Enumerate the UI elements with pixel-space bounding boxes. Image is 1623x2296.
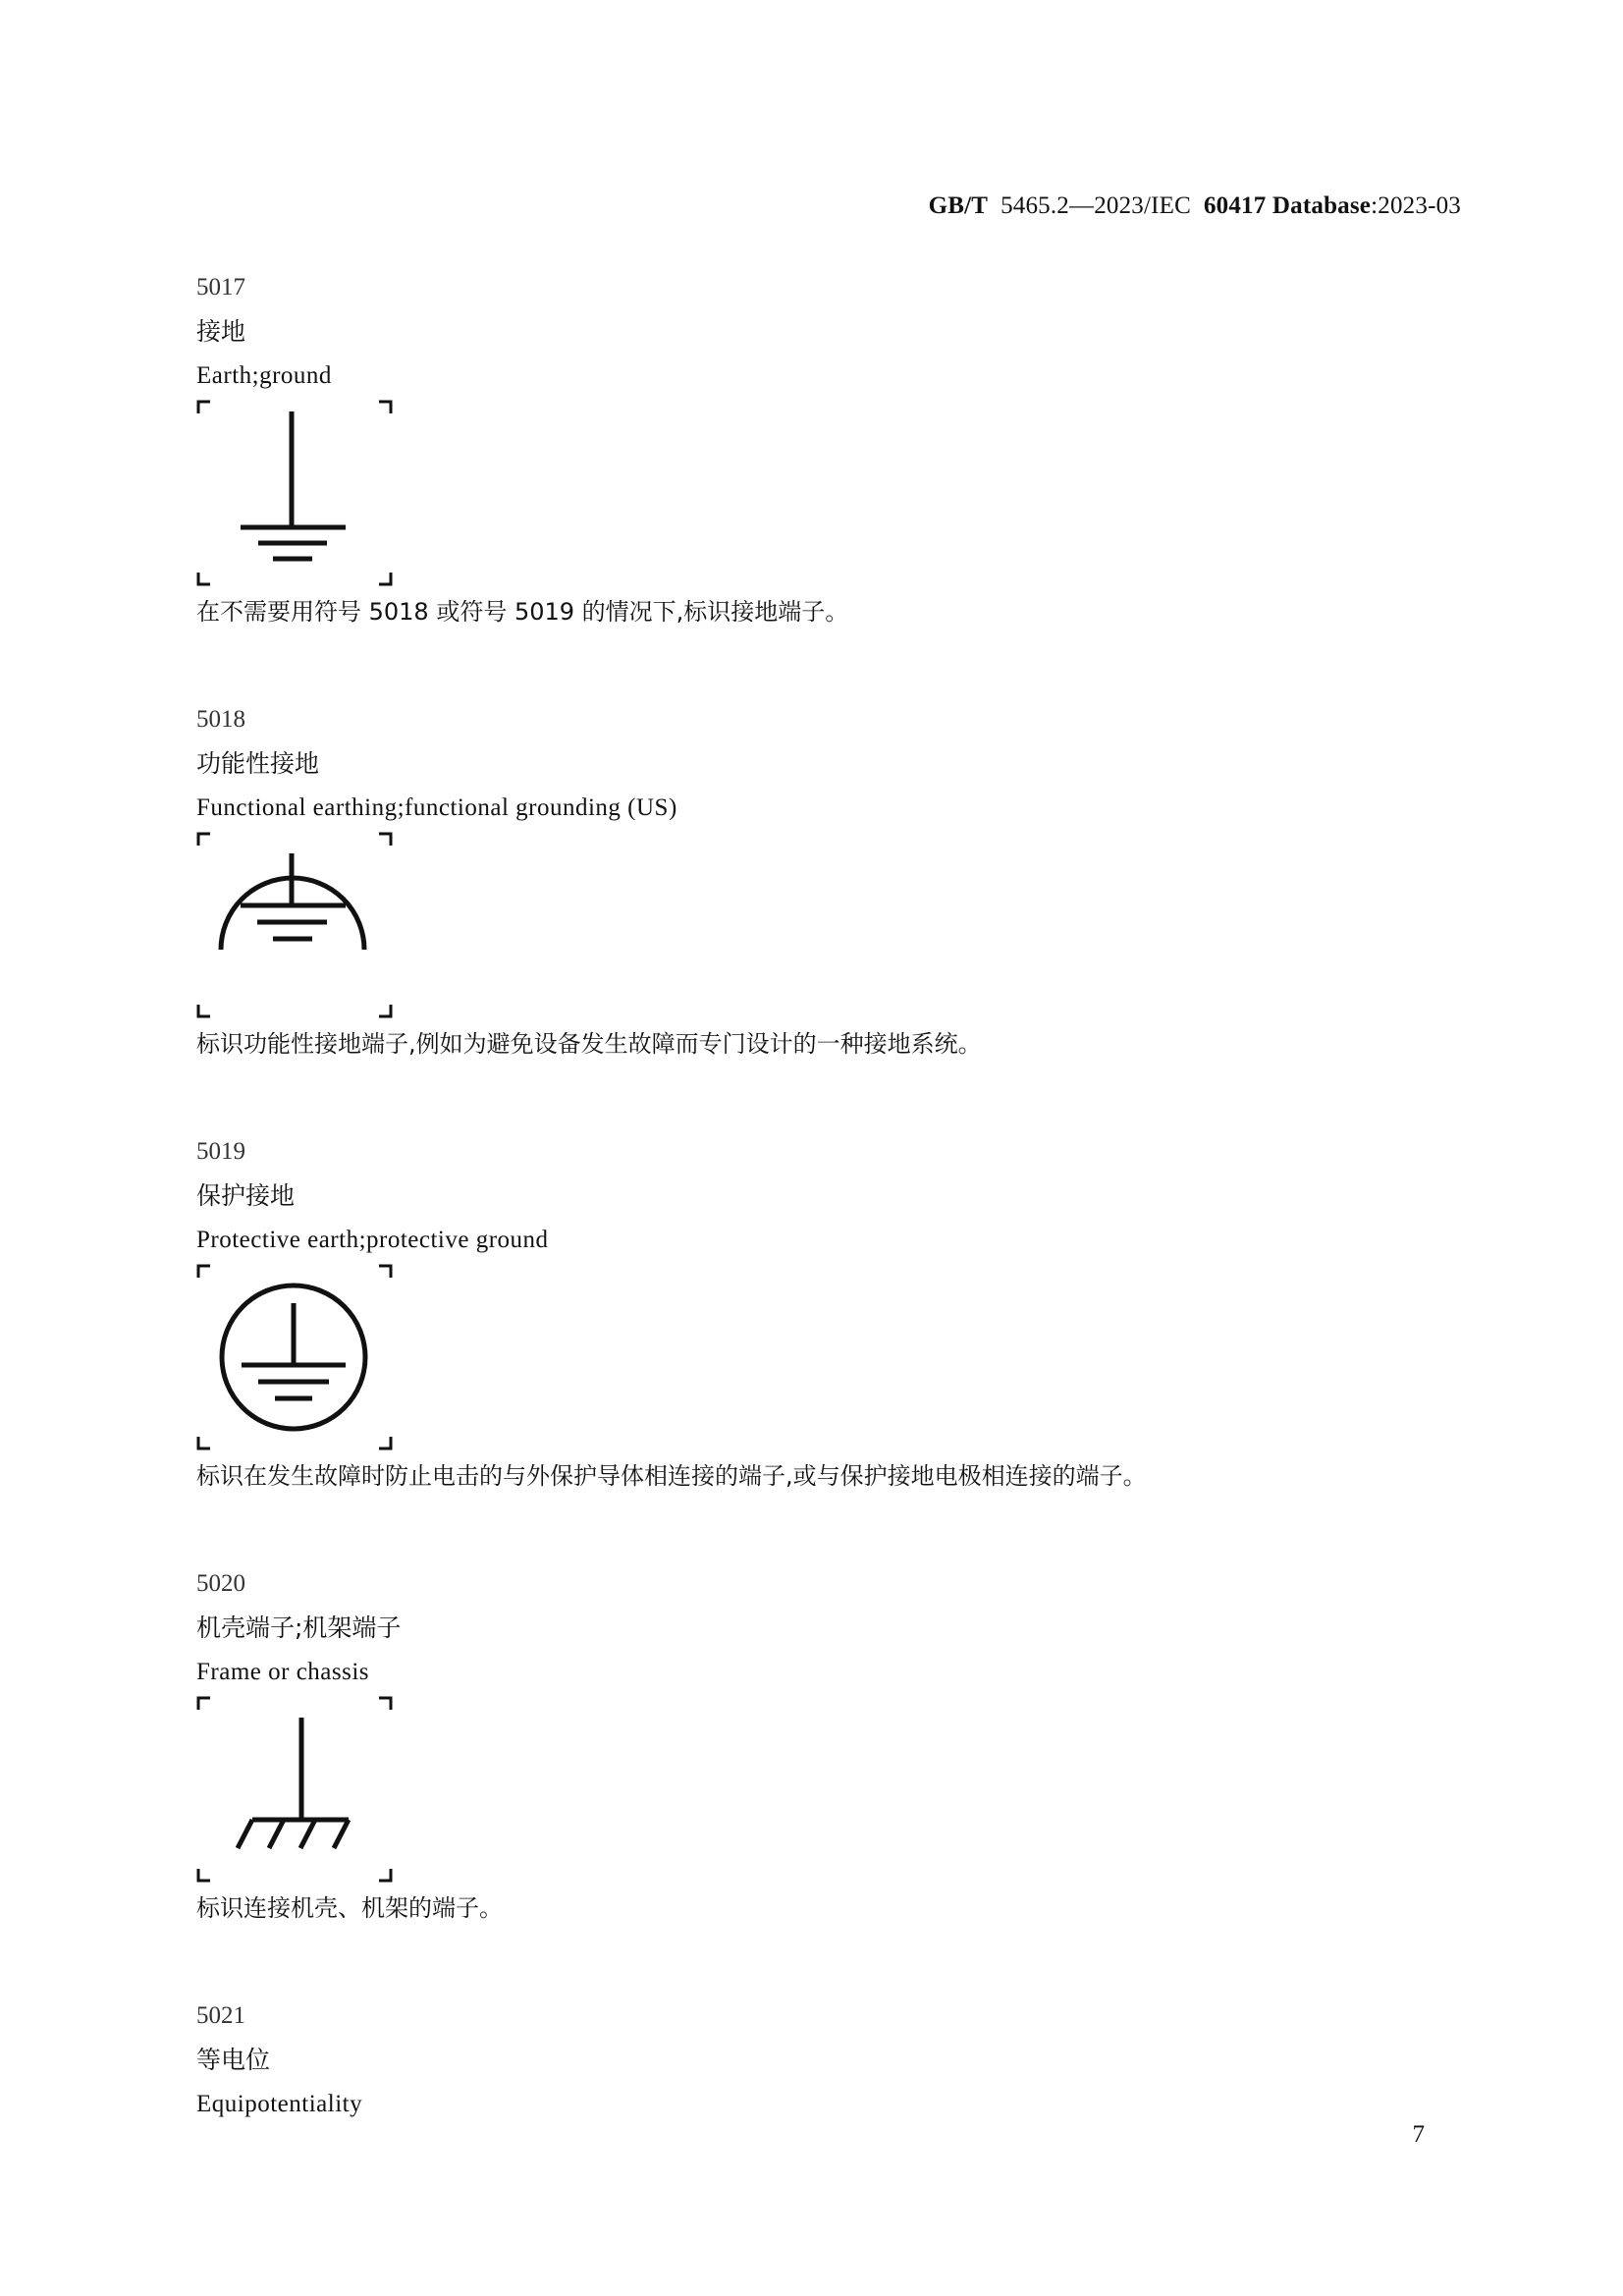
entry-title-cn: 功能性接地: [196, 749, 320, 778]
entry-number: 5017: [196, 274, 245, 301]
earth-ground-icon: [196, 400, 393, 586]
entry-title-en: Earth;ground: [196, 362, 332, 389]
entry-number: 5020: [196, 1570, 245, 1597]
entry-title-en: Frame or chassis: [196, 1659, 370, 1685]
entry-description: 在不需要用符号 5018 或符号 5019 的情况下,标识接地端子。: [196, 598, 849, 626]
entry-description: 标识连接机壳、机架的端子。: [196, 1894, 503, 1922]
entry-title-en: Equipotentiality: [196, 2091, 363, 2117]
entry-title-cn: 等电位: [196, 2046, 271, 2074]
entry-title-cn: 接地: [196, 317, 246, 346]
entry-description: 标识功能性接地端子,例如为避免设备发生故障而专门设计的一种接地系统。: [196, 1030, 982, 1058]
entry-5020: [196, 1561, 1473, 1931]
entry-number: 5021: [196, 2002, 245, 2029]
entry-5019: [196, 1129, 1473, 1499]
entry-number: 5018: [196, 706, 245, 733]
functional-earth-icon: [196, 832, 393, 1018]
frame-chassis-icon: [196, 1696, 393, 1883]
entry-5018: [196, 697, 1473, 1066]
entry-5017: [196, 265, 1473, 634]
entry-title-cn: 保护接地: [196, 1181, 296, 1210]
header-database: 60417 Database: [1203, 192, 1372, 219]
protective-earth-icon: [196, 1264, 393, 1450]
entry-title-cn: 机壳端子;机架端子: [196, 1613, 402, 1642]
entry-description: 标识在发生故障时防止电击的与外保护导体相连接的端子,或与保护接地电极相连接的端子。: [196, 1462, 1147, 1490]
page-number: 7: [1412, 2121, 1425, 2148]
header-standard: GB/T: [928, 192, 989, 219]
entry-number: 5019: [196, 1138, 245, 1165]
header-number: 5465.2—2023/IEC: [1001, 192, 1192, 219]
header-date: 2023-03: [1378, 192, 1461, 219]
entry-5021: [196, 1994, 1473, 2126]
entry-title-en: Protective earth;protective ground: [196, 1227, 549, 1253]
entry-title-en: Functional earthing;functional grounding (US): [196, 794, 677, 821]
page-header: GB/T 5465.2—2023/IEC 60417 Database:2023-03: [928, 192, 1461, 219]
